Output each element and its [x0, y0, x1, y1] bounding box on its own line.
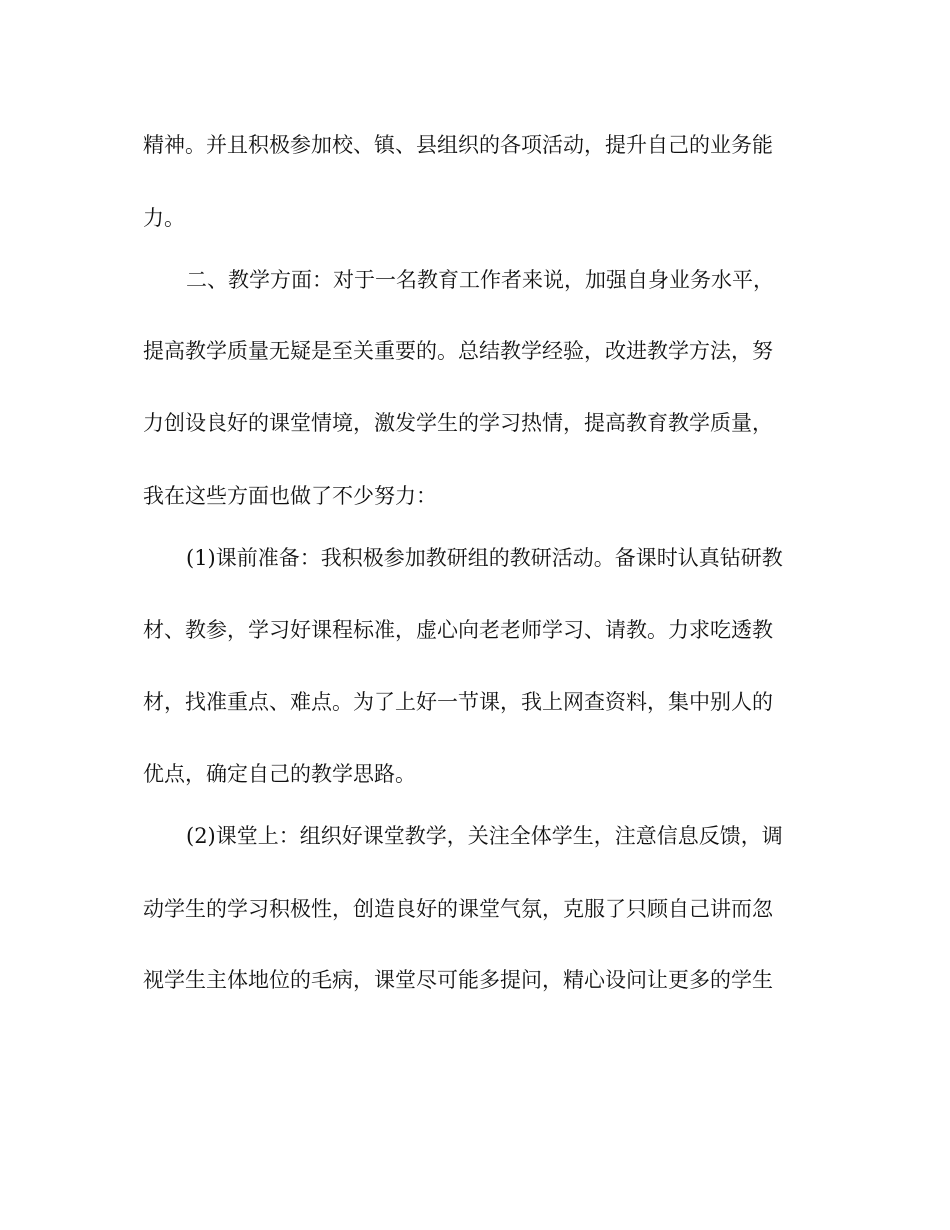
list-item-lesson-prep: (1)课前准备：我积极参加教研组的教研活动。备课时认真钻研教	[186, 546, 783, 570]
text-line: 力创设良好的课堂情境，激发学生的学习热情，提高教育教学质量，	[143, 411, 773, 435]
text-line: 力。	[143, 206, 185, 230]
text-line: 材，找准重点、难点。为了上好一节课，我上网查资料，集中别人的	[143, 690, 773, 714]
text-line: 优点，确定自己的教学思路。	[143, 762, 416, 786]
text-line: 动学生的学习积极性，创造良好的课堂气氛，克服了只顾自己讲而忽	[143, 897, 773, 921]
list-item-classroom: (2)课堂上：组织好课堂教学，关注全体学生，注意信息反馈，调	[186, 824, 783, 848]
text-line: 我在这些方面也做了不少努力：	[143, 484, 437, 508]
text-line: 提高教学质量无疑是至关重要的。总结教学经验，改进教学方法，努	[143, 339, 773, 363]
text-line: 材、教参，学习好课程标准，虚心向老老师学习、请教。力求吃透教	[143, 618, 773, 642]
section-heading-teaching: 二、教学方面：对于一名教育工作者来说，加强自身业务水平，	[186, 268, 774, 292]
text-line: 视学生主体地位的毛病，课堂尽可能多提问，精心设问让更多的学生	[143, 968, 773, 992]
text-line: 精神。并且积极参加校、镇、县组织的各项活动，提升自己的业务能	[143, 133, 773, 157]
